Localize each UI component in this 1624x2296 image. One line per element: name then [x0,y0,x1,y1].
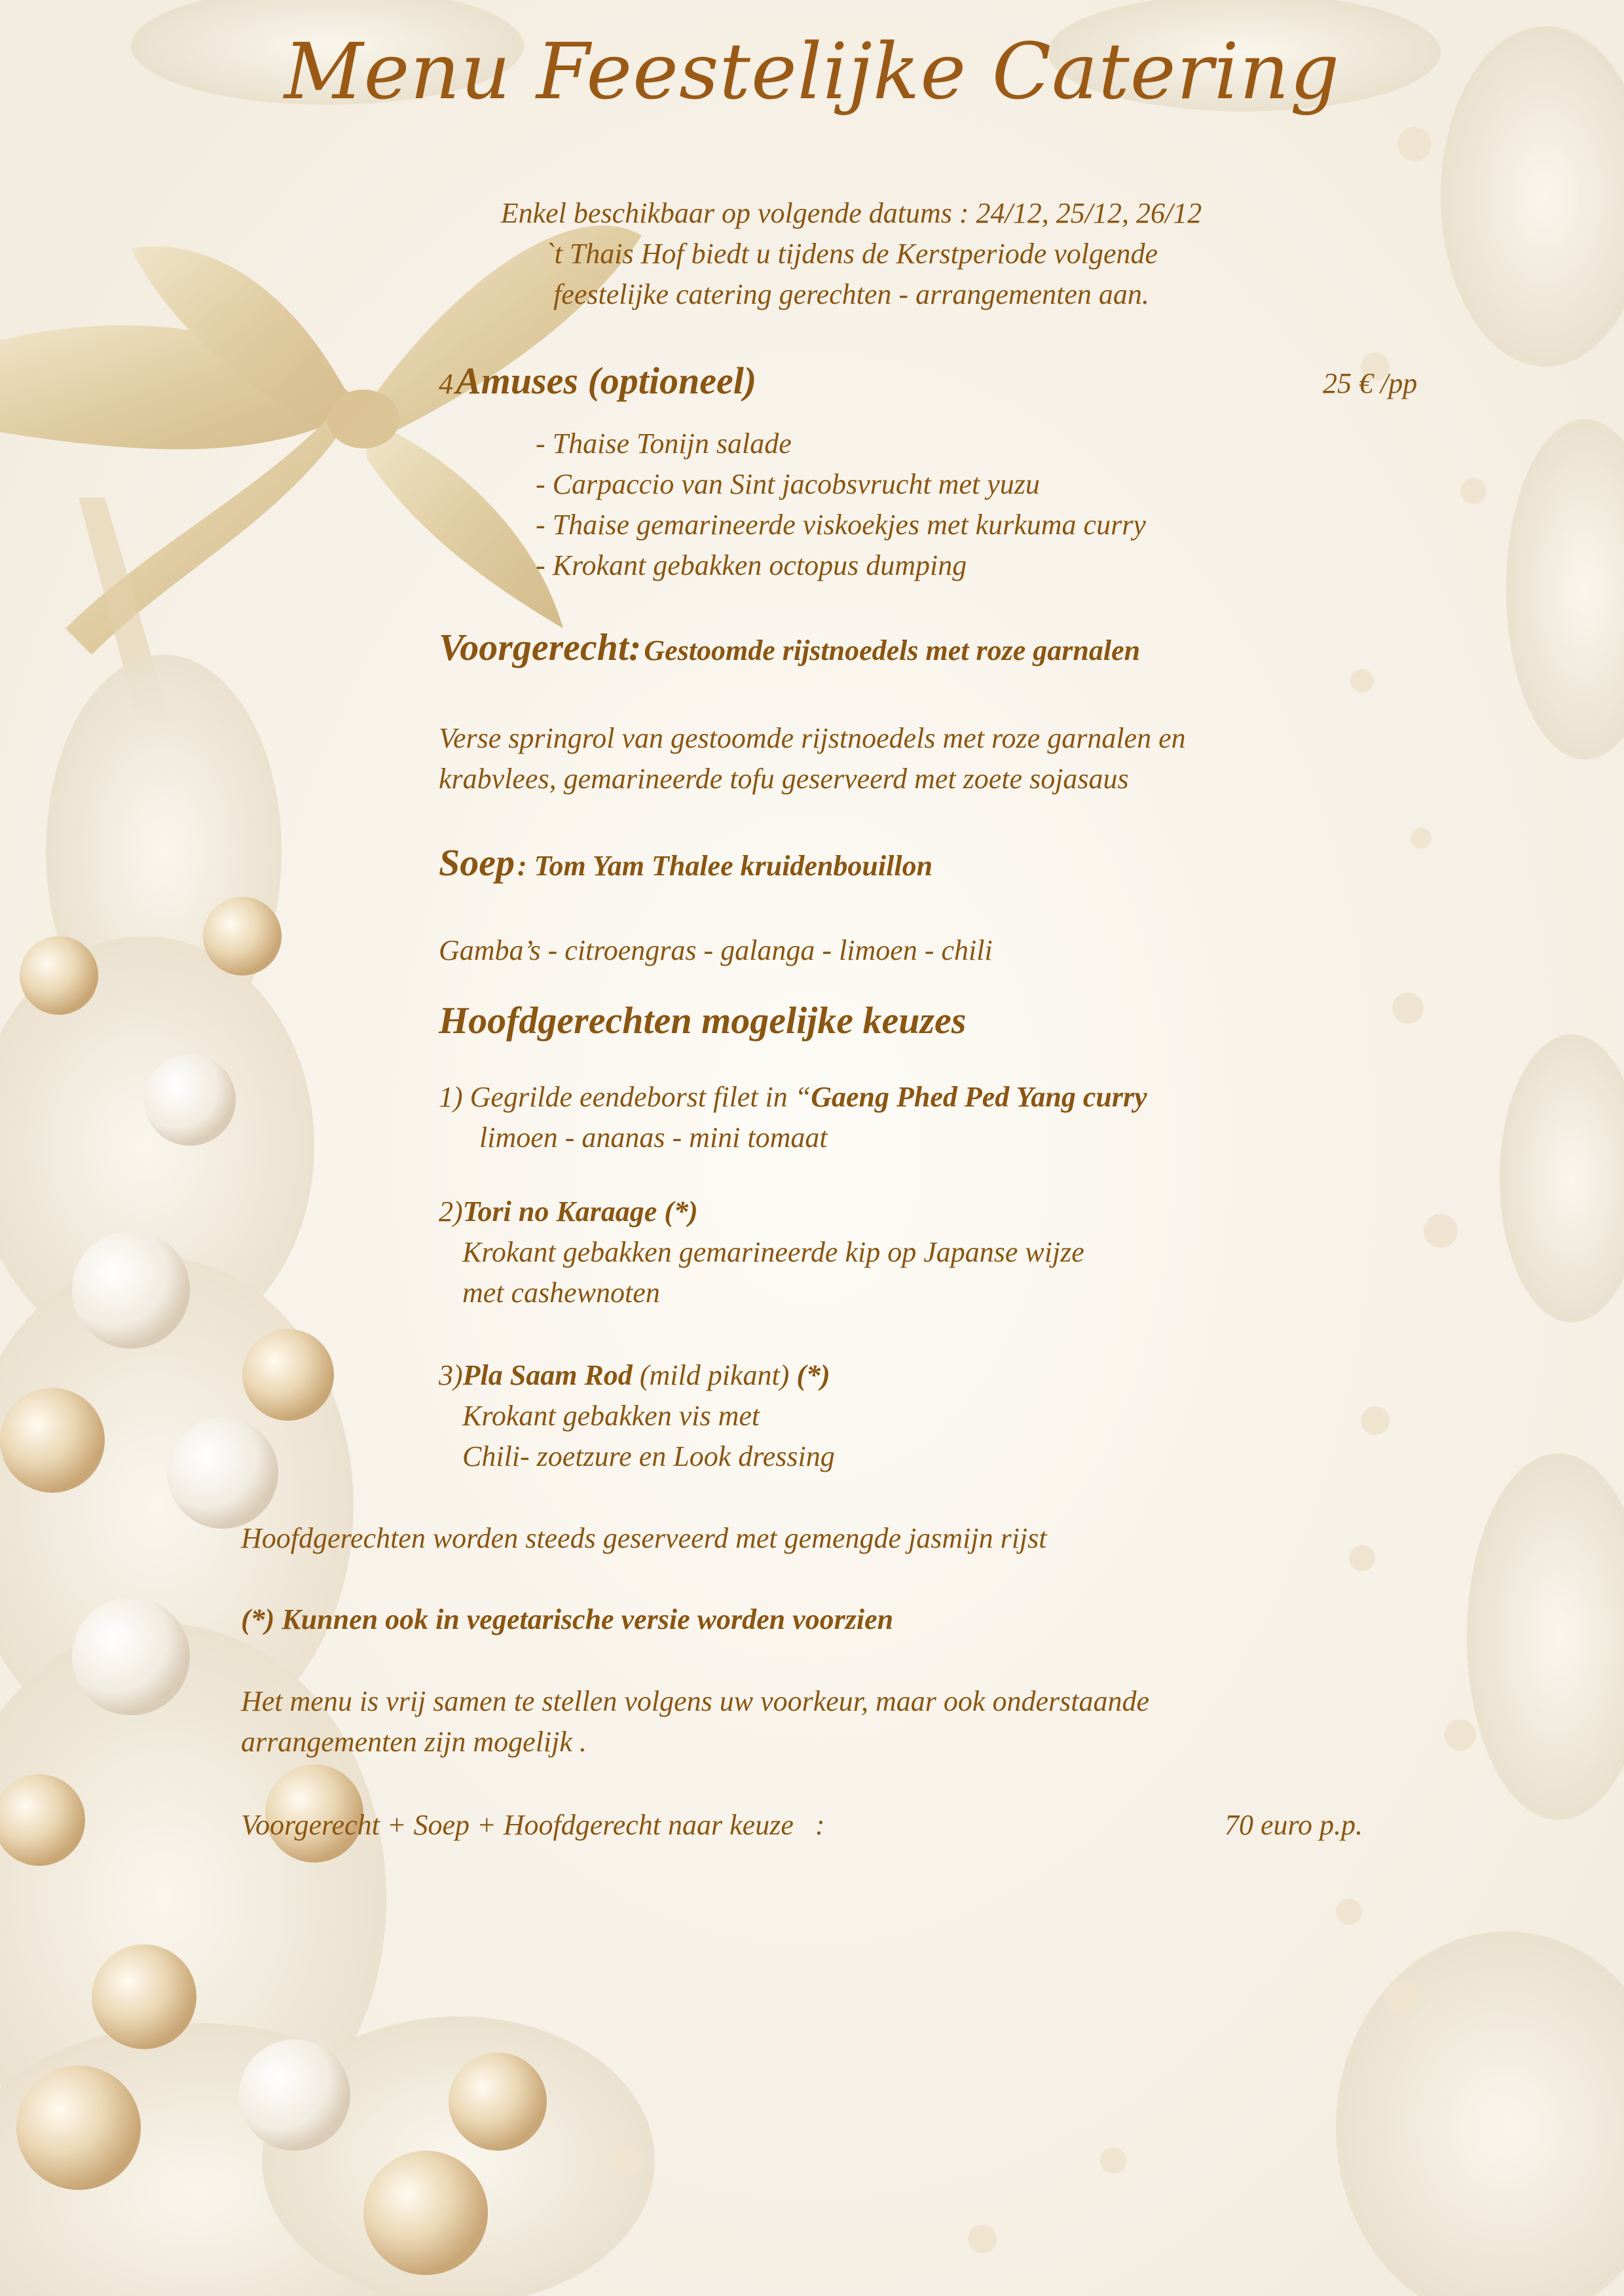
amuse-item: - Krokant gebakken octopus dumping [536,549,967,581]
dish-1-prefix: 1) Gegrilde eendeborst filet in “ [439,1081,811,1113]
dish-3 [439,1358,830,1392]
voorgerecht-title: Voorgerecht: [439,626,642,668]
amuse-item: - Thaise gemarineerde viskoekjes met kurkuma curry [536,509,1146,541]
soep-subtitle: : Tom Yam Thalee kruidenbouillon [517,850,933,882]
intro-line-2: `t Thais Hof biedt u tijdens de Kerstperiode volgende [544,238,1158,270]
intro-line-1: Enkel beschikbaar op volgende datums : 24/12, 25/12, 26/12 [500,197,1202,229]
dish-3-detail: Krokant gebakken vis met [462,1400,760,1432]
dish-1-name: Gaeng Phed Ped Yang curry [811,1081,1147,1113]
amuses-heading [439,359,756,403]
dish-2 [439,1195,698,1228]
dish-3-prefix: 3) [439,1359,463,1391]
soep-title: Soep [439,841,515,884]
amuses-price: 25 € /pp [1323,367,1418,399]
amuses-title: Amuses (optioneel) [456,359,757,402]
dish-2-prefix: 2) [439,1195,463,1228]
voorgerecht-heading [439,625,1140,669]
soep-heading [439,841,932,884]
arrangement-label: Voorgerecht + Soep + Hoofdgerecht naar keuze : [241,1809,825,1841]
dish-3-detail: Chili- zoetzure en Look dressing [462,1440,835,1472]
hoofdgerechten-heading: Hoofdgerechten mogelijke keuzes [439,999,967,1042]
page-title: Menu Feestelijke Catering [284,26,1340,117]
voorgerecht-description: krabvlees, gemarineerde tofu geserveerd met zoete sojasaus [439,763,1129,795]
rice-note: Hoofdgerechten worden steeds geserveerd met gemengde jasmijn rijst [241,1522,1047,1554]
menu-free-note: Het menu is vrij samen te stellen volgens uw voorkeur, maar ook onderstaande [241,1685,1149,1717]
amuses-count: 4 [439,368,453,400]
intro-line-3: feestelijke catering gerechten - arrangementen aan. [553,278,1149,310]
amuse-item: - Carpaccio van Sint jacobsvrucht met yuzu [536,468,1040,500]
dish-3-name: Pla Saam Rod [462,1359,633,1391]
dish-3-marker: (*) [796,1359,830,1391]
dish-2-detail: met cashewnoten [462,1277,660,1309]
voorgerecht-description: Verse springrol van gestoomde rijstnoedels met roze garnalen en [439,722,1186,754]
dish-1-detail: limoen - ananas - mini tomaat [479,1121,828,1154]
soep-description: Gamba’s - citroengras - galanga - limoen - chili [439,934,993,966]
dish-1 [439,1080,1147,1114]
amuse-item: - Thaise Tonijn salade [536,428,792,460]
dish-2-name: Tori no Karaage (*) [462,1195,698,1228]
dish-2-detail: Krokant gebakken gemarineerde kip op Japanse wijze [462,1236,1084,1268]
menu-free-note: arrangementen zijn mogelijk . [241,1726,587,1758]
dish-3-suffix: (mild pikant) [632,1359,797,1391]
voorgerecht-subtitle: Gestoomde rijstnoedels met roze garnalen [644,634,1141,666]
vegetarian-note: (*) Kunnen ook in vegetarische versie worden voorzien [241,1603,894,1635]
arrangement-price: 70 euro p.p. [1225,1809,1363,1841]
